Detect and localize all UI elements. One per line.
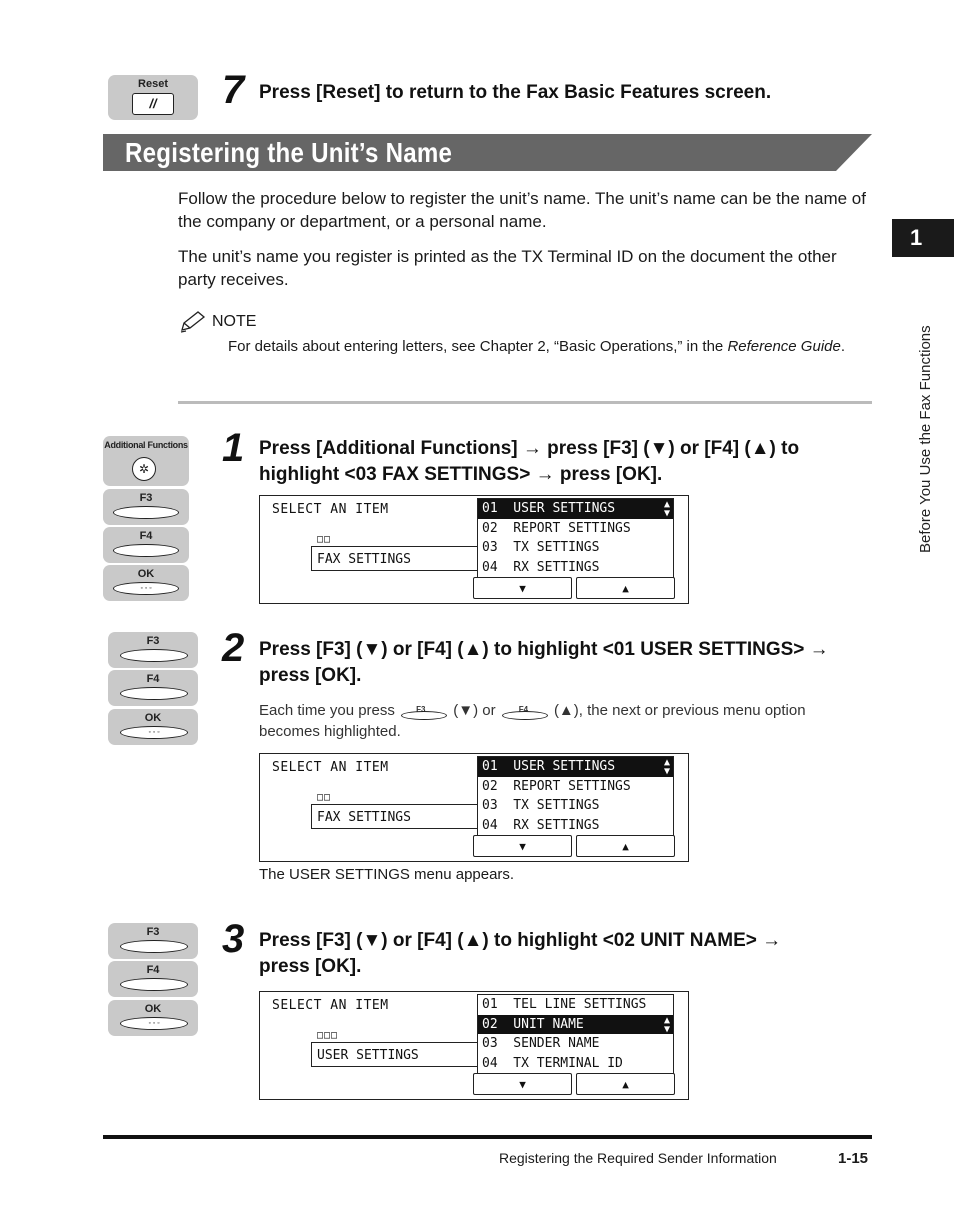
lcd-menu-item[interactable]: 02 UNIT NAME ▲ ▼ <box>478 1015 673 1035</box>
note-text <box>228 336 868 357</box>
ok-button-shape: ◦ ◦ ◦ <box>120 1017 188 1030</box>
reset-key-label: Reset <box>138 78 168 90</box>
ok-key[interactable] <box>108 1000 198 1036</box>
step7-number: 7 <box>222 68 245 112</box>
step3-number: 3 <box>222 917 245 961</box>
f3-button-shape <box>113 506 179 519</box>
chapter-number: 1 <box>910 225 923 250</box>
scroll-arrows-icon: ▲ ▼ <box>663 499 670 519</box>
step2-line2: press [OK]. <box>259 665 362 686</box>
lcd-caption: SELECT AN ITEM <box>272 760 389 775</box>
lcd-menu-item[interactable]: 03 SENDER NAME <box>482 1036 600 1051</box>
lcd-current-menu: FAX SETTINGS <box>311 804 477 829</box>
step3-line1: Press [F3] (▼) or [F4] (▲) to highlight <02 UNIT NAME> → <box>259 930 782 951</box>
lcd-level-dots: □□□ <box>317 1030 339 1041</box>
lcd-caption: SELECT AN ITEM <box>272 502 389 517</box>
step2-number: 2 <box>222 626 245 670</box>
inline-f3-key <box>399 702 449 720</box>
ok-key[interactable] <box>108 709 198 745</box>
step2-desc-b: (▼) or <box>453 702 496 719</box>
ok-button-shape: ◦ ◦ ◦ <box>113 582 179 595</box>
footer-rule <box>103 1135 872 1139</box>
lcd-up-button[interactable]: ▲ <box>576 1073 675 1095</box>
pencil-note-icon <box>178 310 206 334</box>
lcd-level-dots: □□ <box>317 792 332 803</box>
step1-line2: highlight <03 FAX SETTINGS> → press [OK]. <box>259 464 663 485</box>
step2-line1: Press [F3] (▼) or [F4] (▲) to highlight <01 USER SETTINGS> → <box>259 639 829 660</box>
reset-icon: // <box>132 93 174 115</box>
lcd-menu-list <box>477 994 674 1075</box>
f4-key[interactable] <box>108 961 198 997</box>
lcd-menu-item[interactable]: 01 USER SETTINGS ▲ ▼ <box>478 499 673 519</box>
step3-line2: press [OK]. <box>259 956 362 977</box>
lcd-down-button[interactable]: ▼ <box>473 1073 572 1095</box>
note-text-before: For details about entering letters, see Chapter 2, “Basic Operations,” in the <box>228 338 728 355</box>
inline-f4-label: F4 <box>518 705 529 715</box>
lcd-menu-item[interactable]: 02 REPORT SETTINGS <box>482 778 631 794</box>
step2-lcd-screen <box>259 753 689 862</box>
f3-key[interactable] <box>108 923 198 959</box>
inline-f3-label: F3 <box>416 705 426 715</box>
lcd-current-menu: FAX SETTINGS <box>311 546 477 571</box>
lcd-up-button[interactable]: ▲ <box>576 577 675 599</box>
step2-desc-a: Each time you press <box>259 702 395 719</box>
ok-key-label: OK <box>144 712 162 724</box>
section-title: Registering the Unit’s Name <box>125 137 453 168</box>
ok-button-shape: ◦ ◦ ◦ <box>120 726 188 739</box>
page-number: 1-15 <box>838 1150 869 1167</box>
f4-key-label: F4 <box>139 530 153 542</box>
note-text-italic: Reference Guide <box>727 338 841 355</box>
step2-result-text: The USER SETTINGS menu appears. <box>259 866 515 883</box>
lcd-menu-list <box>477 756 674 837</box>
lcd-menu-item[interactable]: 03 TX SETTINGS <box>482 540 600 555</box>
f4-button-shape <box>120 978 188 991</box>
inline-f4-shape <box>502 711 548 720</box>
additional-functions-key[interactable] <box>103 436 189 486</box>
lcd-menu-item[interactable]: 03 TX SETTINGS <box>482 798 600 813</box>
lcd-down-button[interactable]: ▼ <box>473 577 572 599</box>
f4-key-label: F4 <box>146 964 160 976</box>
intro-paragraph-1: Follow the procedure below to register the unit’s name. The unit’s name can be the name of the company or department, or a personal name. <box>178 189 866 231</box>
f3-button-shape <box>120 940 188 953</box>
step2-desc-c: (▲), the next or previous menu option <box>553 702 806 719</box>
step1-number: 1 <box>222 426 245 470</box>
step3-lcd-screen <box>259 991 689 1100</box>
inline-f3-shape <box>401 711 447 720</box>
scroll-arrows-icon: ▲ ▼ <box>663 757 670 777</box>
note-label: NOTE <box>212 313 257 330</box>
lcd-menu-item[interactable]: 01 USER SETTINGS ▲ ▼ <box>478 757 673 777</box>
ok-key-label: OK <box>144 1003 162 1015</box>
f4-key-label: F4 <box>146 673 160 685</box>
step2-description <box>259 700 879 742</box>
f3-key-label: F3 <box>139 492 153 504</box>
lcd-menu-item[interactable]: 01 TEL LINE SETTINGS <box>482 997 647 1012</box>
lcd-menu-item[interactable]: 02 REPORT SETTINGS <box>482 520 631 536</box>
lcd-down-button[interactable]: ▼ <box>473 835 572 857</box>
lcd-menu-item[interactable]: 04 RX SETTINGS <box>482 817 600 833</box>
inline-f4-key <box>500 702 550 720</box>
f3-key-label: F3 <box>146 926 160 938</box>
f4-key[interactable] <box>108 670 198 706</box>
note-divider <box>178 401 872 404</box>
intro-paragraph-2: The unit’s name you register is printed as the TX Terminal ID on the document the other party receives. <box>178 247 837 289</box>
side-tab-label: Before You Use the Fax Functions <box>917 325 934 553</box>
additional-functions-icon: ✲ <box>132 457 156 481</box>
f4-button-shape <box>113 544 179 557</box>
step2-desc-d: becomes highlighted. <box>259 723 401 740</box>
step1-lcd-screen <box>259 495 689 604</box>
lcd-menu-item[interactable]: 04 TX TERMINAL ID <box>482 1055 623 1071</box>
lcd-level-dots: □□ <box>317 534 332 545</box>
f3-key[interactable] <box>103 489 189 525</box>
f3-key-label: F3 <box>146 635 160 647</box>
f4-key[interactable] <box>103 527 189 563</box>
step7-text: Press [Reset] to return to the Fax Basic Features screen. <box>259 82 772 103</box>
lcd-menu-item[interactable]: 04 RX SETTINGS <box>482 559 600 575</box>
additional-functions-key-label: Additional Functions <box>104 440 188 450</box>
chapter-tab <box>892 219 954 257</box>
f4-button-shape <box>120 687 188 700</box>
note-text-after: . <box>840 338 846 355</box>
f3-button-shape <box>120 649 188 662</box>
step1-line1: Press [Additional Functions] → press [F3] (▼) or [F4] (▲) to <box>259 438 800 459</box>
f3-key[interactable] <box>108 632 198 668</box>
lcd-menu-list <box>477 498 674 579</box>
ok-key-label: OK <box>137 568 155 580</box>
scroll-arrows-icon: ▲ ▼ <box>663 1014 670 1035</box>
lcd-current-menu: USER SETTINGS <box>311 1042 477 1067</box>
footer-text: Registering the Required Sender Information <box>499 1150 777 1166</box>
lcd-caption: SELECT AN ITEM <box>272 998 389 1013</box>
ok-key[interactable] <box>103 565 189 601</box>
lcd-up-button[interactable]: ▲ <box>576 835 675 857</box>
reset-key[interactable] <box>108 75 198 120</box>
